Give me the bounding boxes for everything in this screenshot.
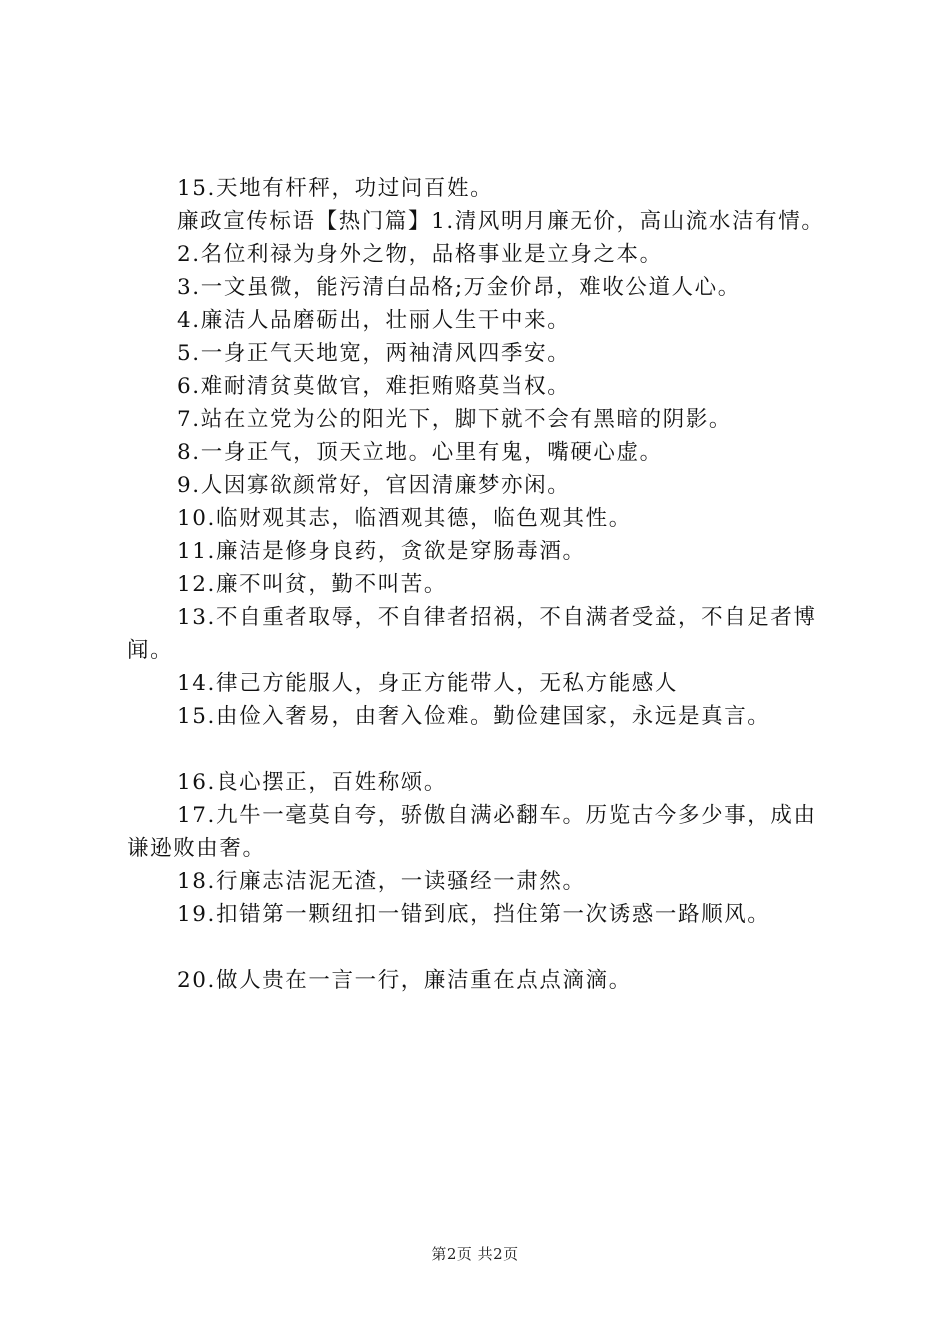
paragraph: 廉政宣传标语【热门篇】1.清风明月廉无价，高山流水洁有情。 [177,209,825,234]
paragraph: 5.一身正气天地宽，两袖清风四季安。 [177,341,571,366]
paragraph: 19.扣错第一颗纽扣一错到底，挡住第一次诱惑一路顺风。 [177,902,771,927]
paragraph: 16.良心摆正，百姓称颂。 [177,770,447,795]
paragraph-spacer [127,733,833,766]
paragraph: 12.廉不叫贫，勤不叫苦。 [177,572,447,597]
paragraph: 15.天地有杆秤，功过问百姓。 [177,176,494,201]
paragraph: 8.一身正气，顶天立地。心里有鬼，嘴硬心虚。 [177,440,663,465]
paragraph-spacer [127,931,833,964]
paragraph: 9.人因寡欲颜常好，官因清廉梦亦闲。 [177,473,571,498]
paragraph: 6.难耐清贫莫做官，难拒贿赂莫当权。 [177,374,571,399]
paragraph: 13.不自重者取辱，不自律者招祸，不自满者受益，不自足者博闻。 [127,605,817,663]
paragraph: 20.做人贵在一言一行，廉洁重在点点滴滴。 [177,968,632,993]
paragraph: 4.廉洁人品磨砺出，壮丽人生干中来。 [177,308,571,333]
paragraph: 14.律己方能服人，身正方能带人，无私方能感人 [177,671,678,696]
page-footer: 第2页 共2页 [431,1245,519,1263]
paragraph: 7.站在立党为公的阳光下，脚下就不会有黑暗的阴影。 [177,407,733,432]
paragraph: 17.九牛一毫莫自夸，骄傲自满必翻车。历览古今多少事，成由谦逊败由奢。 [127,803,817,861]
document-body [127,172,833,997]
paragraph: 11.廉洁是修身良药，贪欲是穿肠毒酒。 [177,539,586,564]
paragraph: 18.行廉志洁泥无渣，一读骚经一肃然。 [177,869,586,894]
paragraph: 2.名位利禄为身外之物，品格事业是立身之本。 [177,242,663,267]
paragraph: 15.由俭入奢易，由奢入俭难。勤俭建国家，永远是真言。 [177,704,771,729]
paragraph: 3.一文虽微，能污清白品格;万金价昂，难收公道人心。 [177,275,741,300]
paragraph: 10.临财观其志，临酒观其德，临色观其性。 [177,506,632,531]
